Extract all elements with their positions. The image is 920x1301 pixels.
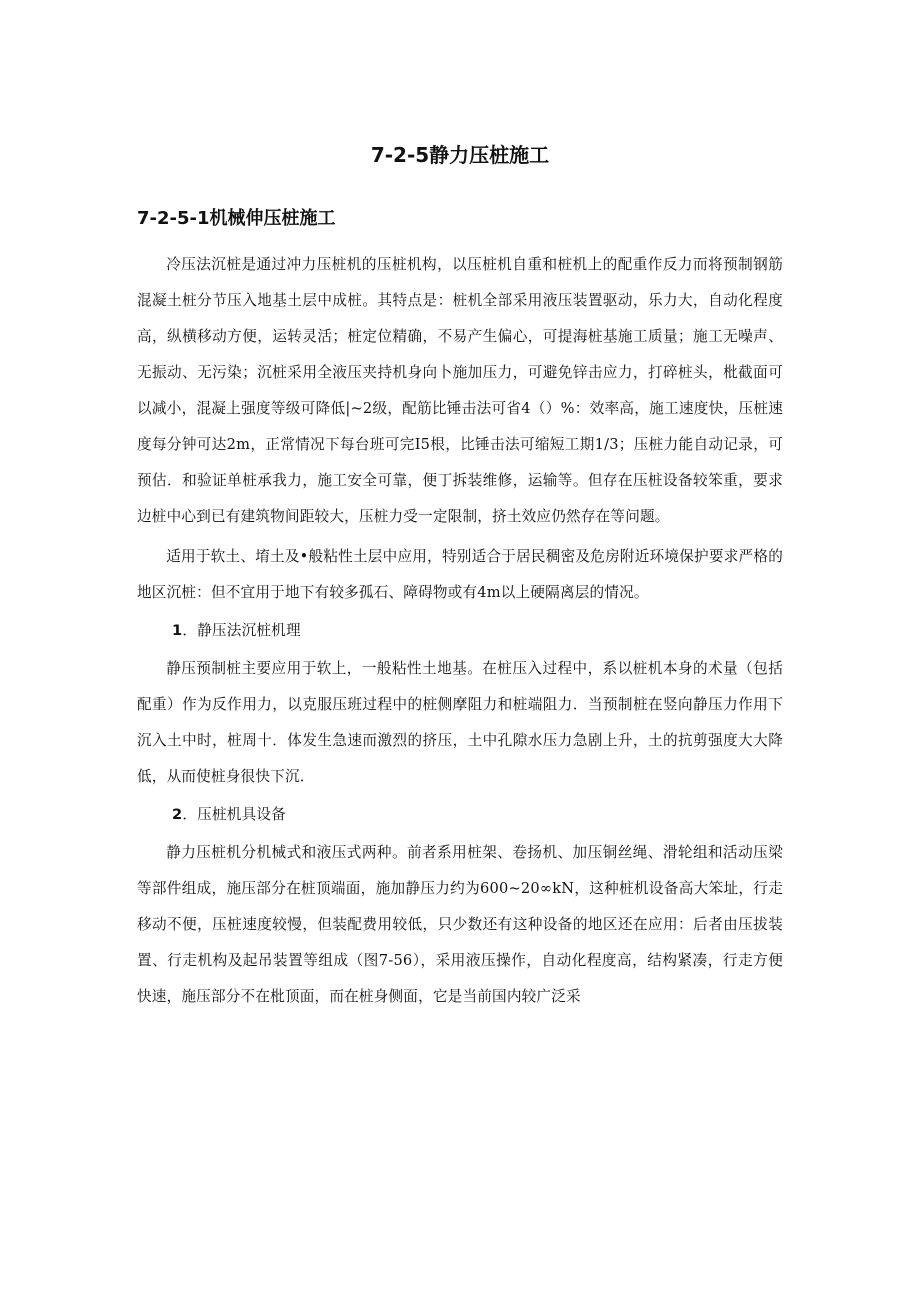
section-number: 2	[172, 806, 183, 823]
document-body	[137, 247, 783, 1015]
page-title: 7-2-5静力压桩施工	[370, 143, 550, 167]
section-label: ．压桩机具设备	[182, 806, 286, 823]
paragraph-equipment: 静力压桩机分机械式和液压式两种。前者系用桩架、卷扬机、加压铜丝绳、滑轮组和活动压梁等部件组成，施压部分在桩顶端面，施加静压力约为600~20∞kN，这种桩机设备高大笨址，行走移动不便，压桩速度较慢，但装配费用较低，只少数还有这种设备的地区还在应用：后者由压拔装置、行走机构及起吊装置等组成（图7-56），采用液压操作，自动化程度高，结构紧凑，行走方便快速，施压部分不在枇顶面，而在桩身侧面，它是当前国内较广泛采	[137, 844, 783, 1005]
section-heading-2	[137, 797, 783, 833]
paragraph-applicability: 适用于软土、堉土及•般粘性土层中应用，特别适合于居民稠密及危房附近环境保护要求严格的地区沉桩：但不宜用于地下有较多孤石、障碍物或有4m以上硬隔离层的情况。	[137, 548, 783, 601]
section-heading-1	[137, 613, 783, 649]
paragraph-intro: 冷压法沉桩是通过冲力压桩机的压桩机构，以压桩机自重和桩机上的配重作反力而将预制钢筋混凝土桩分节压入地基土层中成桩。其特点是：桩机全部采用液压装置驱动，乐力大，自动化程度高，纵横移动方便，运转灵活；桩定位精确，不易产生偏心，可提海桩基施工质量；施工无噪声、无振动、无污染；沉桩采用全液压夹持机身向卜施加压力，可避免锌击应力，打碎桩头，枇截面可以减小，混凝上强度等级可降低|~2级，配筋比锤击法可省4（）%：效率高，施工速度快，压桩速度每分钟可达2m，正常情况下每台班可完I5根，比锤击法可缩短工期1/3；压桩力能自动记录，可预估．和验证单桩承我力，施工安全可靠，便丁拆装维修，运输等。但存在压桩设备较笨重，要求边桩中心到已有建筑物间距较大，压桩力受一定限制，挤土效应仍然存在等问题。	[137, 256, 783, 525]
paragraph-mechanism: 静压预制桩主要应用于软上，一般粘性土地基。在桩压入过程中，系以桩机本身的术量（包括配重）作为反作用力，以克服压班过程中的桩侧摩阻力和桩端阻力．当预制桩在竖向静压力作用下沉入土中时，桩周十．体发生急速而激烈的挤压，土中孔隙水压力急剧上升，土的抗剪强度大大降低，从而使桩身很快下沉．	[137, 660, 783, 785]
section-subtitle: 7-2-5-1机械伸压桩施工	[137, 208, 336, 229]
section-number: 1	[172, 622, 183, 639]
section-label: ．静压法沉桩机理	[182, 622, 301, 639]
